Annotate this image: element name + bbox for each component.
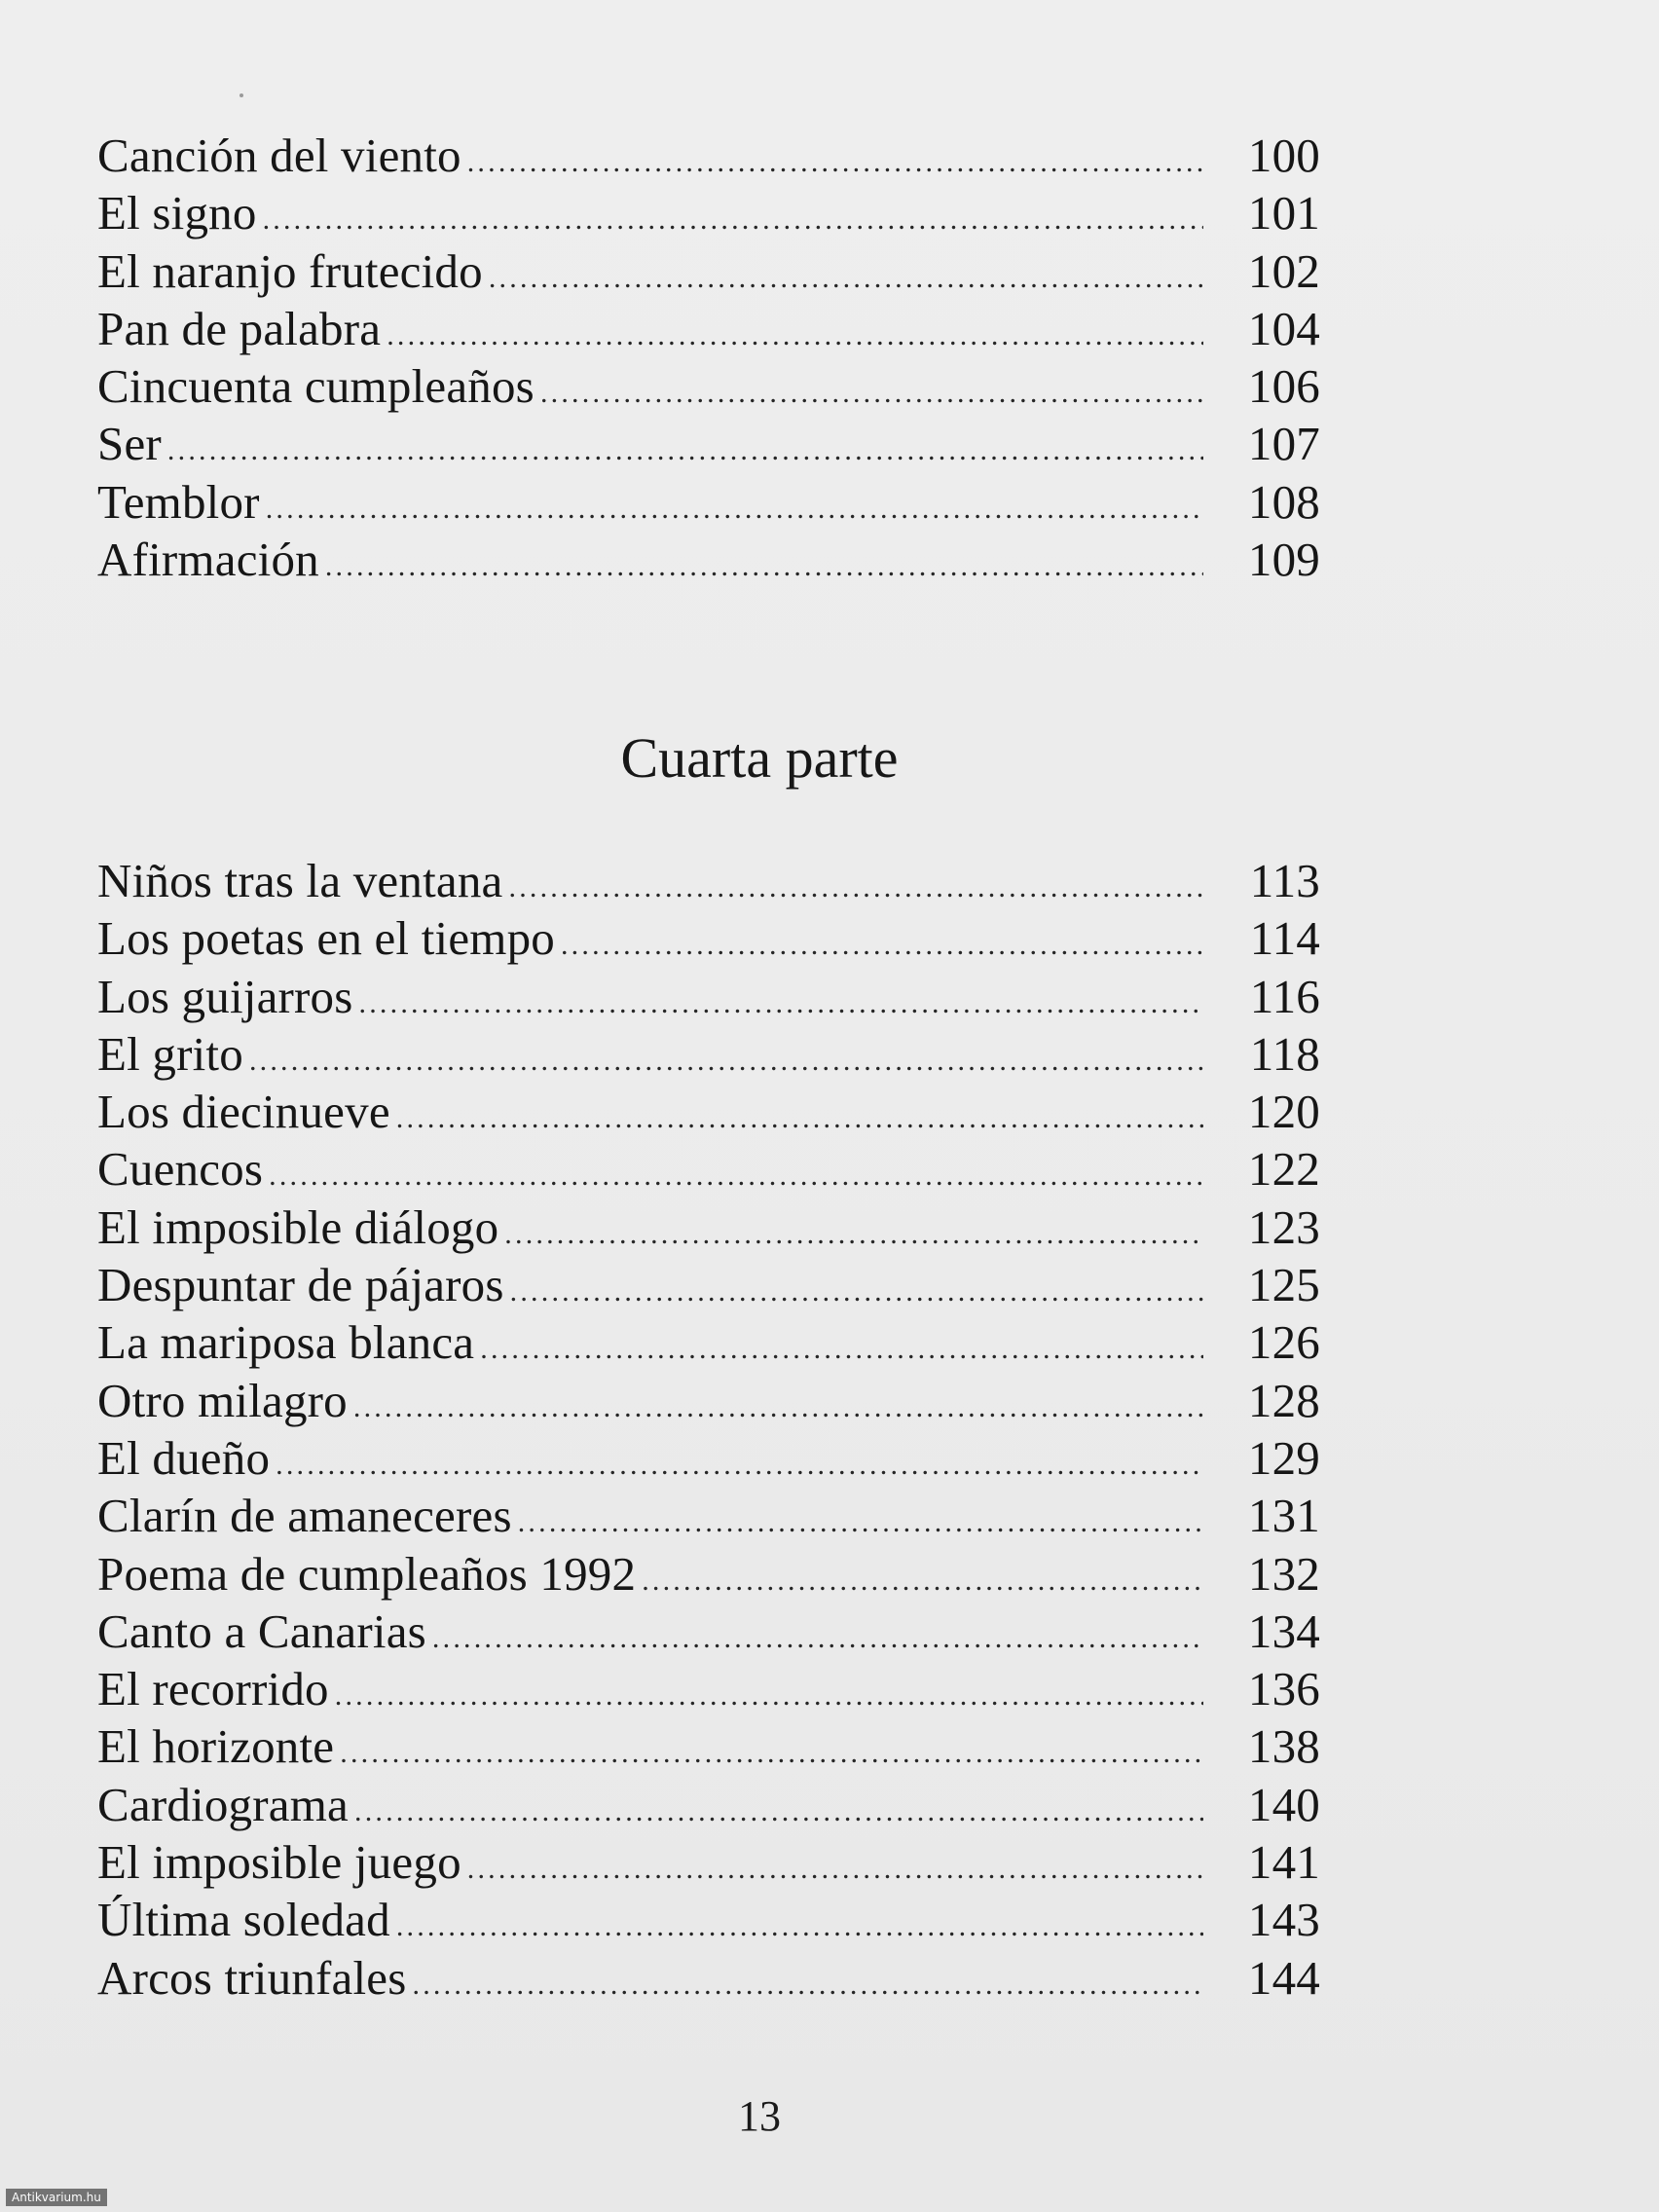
toc-entry-page: 128 <box>1247 1373 1320 1427</box>
toc-entry <box>97 300 1402 357</box>
dot-leader <box>276 1436 1203 1493</box>
toc-entry-page: 141 <box>1247 1835 1320 1890</box>
toc-entry-title: La mariposa blanca <box>97 1315 475 1370</box>
toc-entry-page: 132 <box>1247 1546 1320 1601</box>
toc-entry-page: 131 <box>1247 1489 1320 1543</box>
toc-entry-title: Otro milagro <box>97 1373 348 1427</box>
toc-entry-title: Última soledad <box>97 1893 390 1947</box>
toc-list-cuarta-parte <box>97 852 1402 2007</box>
toc-entry-title: Los poetas en el tiempo <box>97 911 555 966</box>
watermark: Antikvarium.hu <box>6 2189 107 2206</box>
toc-entry-title: El signo <box>97 186 257 240</box>
toc-entry <box>97 357 1402 415</box>
toc-entry-page: 102 <box>1247 243 1320 298</box>
toc-entry-title: Cincuenta cumpleaños <box>97 359 535 414</box>
toc-entry <box>97 184 1402 241</box>
toc-entry-title: Los guijarros <box>97 969 353 1023</box>
dot-leader <box>642 1552 1203 1609</box>
dot-leader <box>354 1783 1203 1840</box>
dot-leader <box>359 975 1203 1032</box>
toc-entry-page: 113 <box>1249 854 1320 907</box>
toc-entry <box>97 852 1402 909</box>
dot-leader <box>167 422 1203 479</box>
toc-entry-title: Pan de palabra <box>97 301 382 355</box>
toc-entry-title: Afirmación <box>97 533 319 587</box>
toc-entry <box>97 1429 1402 1487</box>
toc-entry-page: 114 <box>1249 911 1320 966</box>
toc-entry-page: 125 <box>1247 1258 1320 1312</box>
toc-entry-title: Despuntar de pájaros <box>97 1258 504 1312</box>
dot-leader <box>266 480 1203 537</box>
toc-entry-title: Poema de cumpleaños 1992 <box>97 1546 637 1601</box>
toc-entry <box>97 1776 1402 1833</box>
toc-entry-page: 118 <box>1249 1026 1320 1081</box>
toc-entry-title: Cardiograma <box>97 1777 349 1831</box>
dot-leader <box>504 1205 1203 1263</box>
toc-entry-page: 140 <box>1247 1777 1320 1831</box>
toc-entry <box>97 1198 1402 1256</box>
toc-entry-page: 126 <box>1247 1315 1320 1370</box>
toc-entry-page: 143 <box>1247 1893 1320 1947</box>
toc-entry-page: 144 <box>1247 1950 1320 2005</box>
dot-leader <box>387 307 1203 364</box>
dot-leader <box>396 1089 1203 1147</box>
toc-entry-page: 100 <box>1247 129 1320 182</box>
toc-entry-title: Niños tras la ventana <box>97 854 503 907</box>
toc-list-previous-section <box>97 127 1402 588</box>
toc-entry-title: El naranjo frutecido <box>97 243 483 298</box>
toc-entry <box>97 531 1402 588</box>
toc-entry <box>97 1256 1402 1313</box>
toc-entry <box>97 1717 1402 1775</box>
toc-entry-page: 107 <box>1247 417 1320 471</box>
section-heading: Cuarta parte <box>620 726 899 790</box>
dot-leader <box>489 249 1203 307</box>
toc-entry-page: 106 <box>1247 359 1320 414</box>
toc-entry-title: Canto a Canarias <box>97 1604 426 1658</box>
toc-entry-page: 108 <box>1247 474 1320 529</box>
toc-entry <box>97 473 1402 531</box>
toc-entry <box>97 1833 1402 1891</box>
toc-entry-page: 138 <box>1247 1719 1320 1774</box>
toc-entry <box>97 1372 1402 1429</box>
toc-entry-title: El horizonte <box>97 1719 335 1774</box>
dot-leader <box>353 1379 1203 1436</box>
toc-entry-title: El recorrido <box>97 1662 329 1716</box>
toc-entry <box>97 127 1402 184</box>
toc-entry-title: Los diecinueve <box>97 1085 390 1139</box>
toc-entry <box>97 1603 1402 1660</box>
toc-entry-page: 136 <box>1247 1662 1320 1716</box>
dot-leader <box>432 1609 1203 1667</box>
dot-leader <box>396 1898 1203 1955</box>
page-number: 13 <box>738 2092 781 2140</box>
dot-leader <box>561 916 1203 974</box>
toc-entry-page: 122 <box>1247 1142 1320 1197</box>
toc-entry <box>97 242 1402 300</box>
dot-leader <box>480 1320 1203 1378</box>
dot-leader <box>325 537 1203 595</box>
toc-entry-title: Arcos triunfales <box>97 1950 407 2005</box>
toc-entry-title: El imposible juego <box>97 1835 461 1890</box>
toc-entry-title: El grito <box>97 1026 243 1081</box>
toc-entry <box>97 909 1402 967</box>
toc-entry <box>97 1140 1402 1198</box>
toc-entry-page: 116 <box>1249 969 1320 1023</box>
toc-entry <box>97 1487 1402 1544</box>
toc-entry-title: El dueño <box>97 1430 271 1485</box>
toc-entry-title: Canción del viento <box>97 129 461 182</box>
dot-leader <box>340 1724 1203 1782</box>
dot-leader <box>413 1956 1203 2013</box>
toc-entry <box>97 1313 1402 1371</box>
dot-leader <box>518 1493 1203 1551</box>
dot-leader <box>335 1667 1203 1724</box>
toc-entry-page: 109 <box>1247 533 1320 587</box>
dot-leader <box>467 1840 1203 1898</box>
toc-entry <box>97 968 1402 1025</box>
dot-leader <box>540 364 1203 422</box>
toc-entry-title: Clarín de amaneceres <box>97 1489 512 1543</box>
dot-leader <box>467 133 1203 191</box>
toc-entry-page: 104 <box>1247 301 1320 355</box>
dot-leader <box>263 191 1203 248</box>
toc-entry <box>97 1891 1402 1948</box>
toc-entry <box>97 1660 1402 1717</box>
toc-entry-title: Temblor <box>97 474 260 529</box>
dot-leader <box>249 1032 1203 1089</box>
toc-entry-page: 101 <box>1247 186 1320 240</box>
toc-entry-title: Cuencos <box>97 1142 264 1197</box>
toc-entry <box>97 1083 1402 1140</box>
toc-entry-title: El imposible diálogo <box>97 1199 499 1254</box>
toc-entry-page: 134 <box>1247 1604 1320 1658</box>
toc-entry <box>97 1545 1402 1603</box>
dot-leader <box>509 859 1204 916</box>
toc-entry-page: 129 <box>1247 1430 1320 1485</box>
toc-entry <box>97 415 1402 472</box>
toc-entry-page: 120 <box>1247 1085 1320 1139</box>
paper-speck <box>240 93 243 97</box>
dot-leader <box>269 1147 1203 1204</box>
toc-entry-title: Ser <box>97 417 162 471</box>
toc-entry <box>97 1025 1402 1083</box>
toc-entry-page: 123 <box>1247 1199 1320 1254</box>
toc-entry <box>97 1949 1402 2007</box>
dot-leader <box>510 1263 1203 1320</box>
